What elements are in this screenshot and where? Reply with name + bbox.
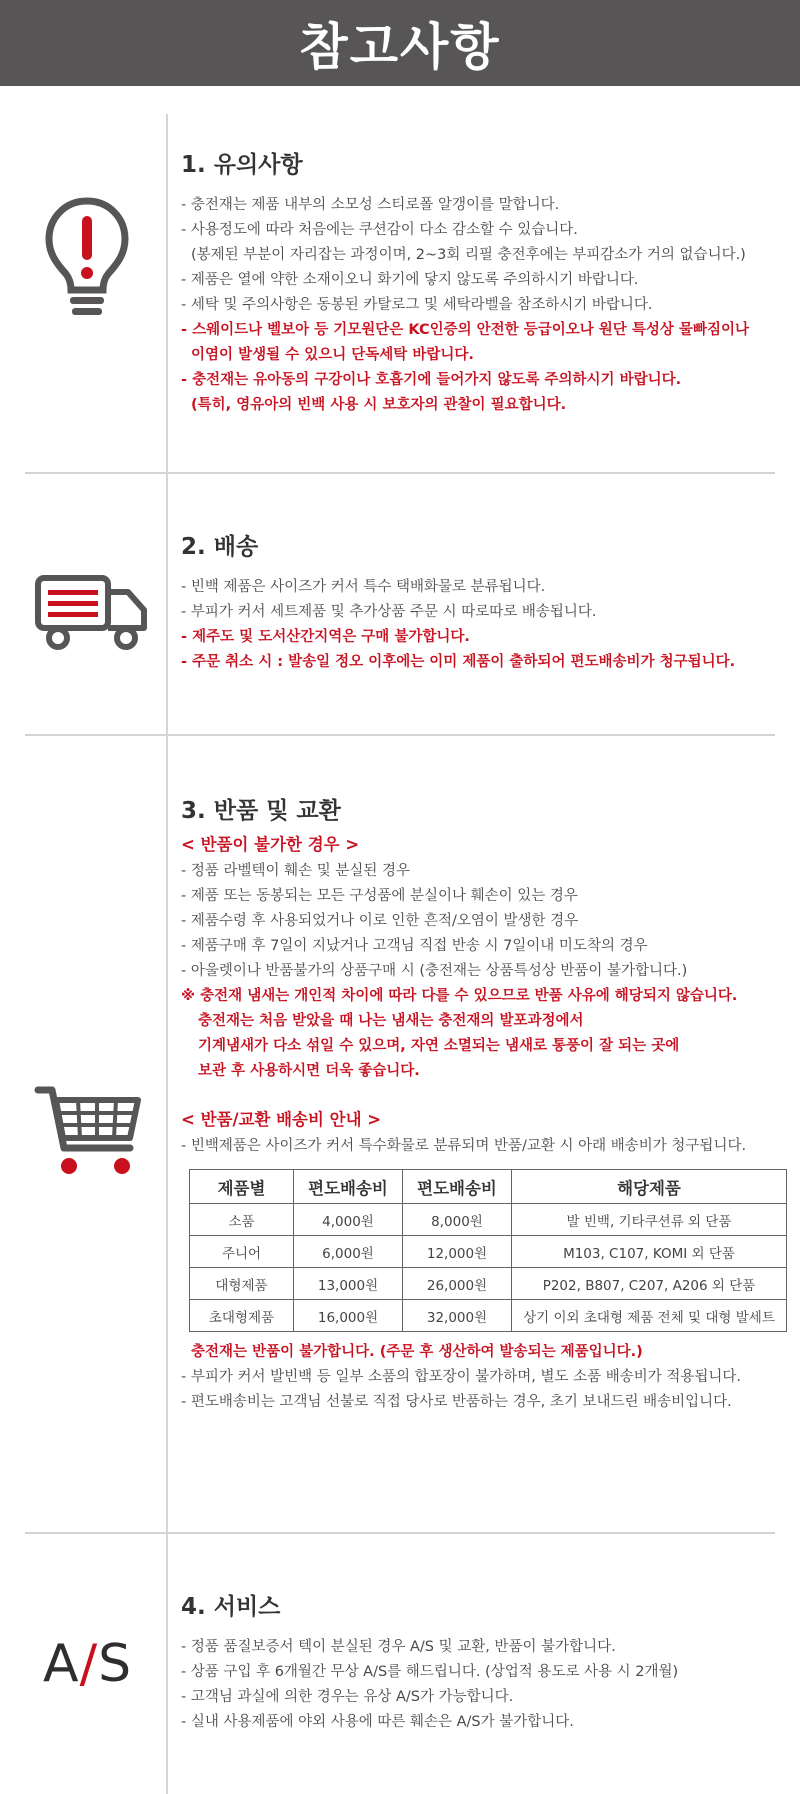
caution-section: [181, 146, 791, 418]
shipping-fee-table: [189, 1169, 787, 1332]
table-cell: 16,000원: [294, 1300, 403, 1332]
table-cell: 초대형제품: [190, 1300, 294, 1332]
section-divider: [25, 1532, 775, 1534]
no-return-filler-notice: 충전재는 반품이 불가합니다. (주문 후 생산하여 발송되는 제품입니다.): [191, 1344, 643, 1360]
returns-section: [181, 792, 791, 1415]
fee-note-line: - 부피가 커서 발빈백 등 일부 소품의 합포장이 불가하며, 별도 소품 배송비가 적용됩니다.: [181, 1369, 742, 1385]
smell-notice-line: ※ 충전재 냄새는 개인적 차이에 따라 다를 수 있으므로 반품 사유에 해당되지 않습니다.: [181, 988, 738, 1004]
table-cell: 26,000원: [403, 1268, 512, 1300]
table-cell: 6,000원: [294, 1236, 403, 1268]
spacer: [181, 1084, 791, 1106]
notice-body: [0, 86, 800, 1794]
vertical-divider: [166, 114, 168, 1794]
table-cell: P202, B807, C207, A206 외 단품: [512, 1268, 787, 1300]
fee-heading: < 반품/교환 배송비 안내 >: [181, 1110, 382, 1129]
as-letter-s: S: [98, 1634, 133, 1694]
table-header-row: [190, 1170, 787, 1204]
as-slash: /: [79, 1634, 99, 1694]
no-return-line: - 아울렛이나 반품불가의 상품구매 시 (충전재는 상품특성상 반품이 불가합니다.): [181, 963, 688, 979]
service-line: - 상품 구입 후 6개월간 무상 A/S를 해드립니다. (상업적 용도로 사용 시 2개월): [181, 1664, 679, 1680]
table-cell: 4,000원: [294, 1204, 403, 1236]
caution-line: - 사용정도에 따라 처음에는 쿠션감이 다소 감소할 수 있습니다.: [181, 222, 578, 238]
table-cell: 대형제품: [190, 1268, 294, 1300]
table-cell: 상기 이외 초대형 제품 전체 및 대형 발세트: [512, 1300, 787, 1332]
no-return-line: - 제품 또는 동봉되는 모든 구성품에 분실이나 훼손이 있는 경우: [181, 888, 578, 904]
returns-title: 3. 반품 및 교환: [181, 798, 341, 824]
no-return-heading: < 반품이 불가한 경우 >: [181, 835, 360, 854]
table-cell: 8,000원: [403, 1204, 512, 1236]
column-header: 편도배송비: [403, 1170, 512, 1204]
smell-notice-line: 충전재는 처음 받았을 때 나는 냄새는 충전재의 발포과정에서: [198, 1013, 584, 1029]
table-cell: M103, C107, KOMI 외 단품: [512, 1236, 787, 1268]
table-cell: 소품: [190, 1204, 294, 1236]
delivery-section: [181, 528, 791, 675]
smell-notice-line: 보관 후 사용하시면 더욱 좋습니다.: [198, 1063, 420, 1079]
table-row: [190, 1204, 787, 1236]
caution-warning-line: - 충전재는 유아동의 구강이나 호흡기에 들어가지 않도록 주의하시기 바랍니다.: [181, 372, 682, 388]
delivery-title: 2. 배송: [181, 534, 259, 560]
no-return-line: - 제품수령 후 사용되었거나 이로 인한 흔적/오염이 발생한 경우: [181, 913, 579, 929]
caution-warning-line: - 스웨이드나 벨보아 등 기모원단은 KC인증의 안전한 등급이오나 원단 특성상 물빠짐이나: [181, 322, 749, 338]
table-row: [190, 1268, 787, 1300]
shopping-cart-icon: [34, 1082, 144, 1186]
table-cell: 32,000원: [403, 1300, 512, 1332]
delivery-line: - 부피가 커서 세트제품 및 추가상품 주문 시 따로따로 배송됩니다.: [181, 604, 597, 620]
caution-line: (봉제된 부분이 자리잡는 과정이며, 2~3회 리필 충전후에는 부피감소가 거의 없습니다.): [191, 247, 746, 263]
delivery-truck-icon: [34, 574, 149, 658]
table-cell: 13,000원: [294, 1268, 403, 1300]
caution-title: 1. 유의사항: [181, 152, 303, 178]
service-section: [181, 1588, 791, 1735]
no-return-line: - 제품구매 후 7일이 지났거나 고객님 직접 반송 시 7일이내 미도착의 경우: [181, 938, 648, 954]
caution-line: - 제품은 열에 약한 소재이오니 화기에 닿지 않도록 주의하시기 바랍니다.: [181, 272, 639, 288]
page-title: 참고사항: [299, 18, 501, 76]
table-cell: 12,000원: [403, 1236, 512, 1268]
delivery-line: - 빈백 제품은 사이즈가 커서 특수 택배화물로 분류됩니다.: [181, 579, 546, 595]
fee-intro: - 빈백제품은 사이즈가 커서 특수화물로 분류되며 반품/교환 시 아래 배송비가 청구됩니다.: [181, 1138, 747, 1154]
as-service-icon: [43, 1634, 132, 1694]
as-letter-a: A: [43, 1634, 80, 1694]
lightbulb-exclamation-icon: [42, 194, 132, 328]
table-row: [190, 1300, 787, 1332]
table-cell: 주니어: [190, 1236, 294, 1268]
service-line: - 고객님 과실에 의한 경우는 유상 A/S가 가능합니다.: [181, 1689, 514, 1705]
column-header: 편도배송비: [294, 1170, 403, 1204]
no-return-line: - 정품 라벨텍이 훼손 및 분실된 경우: [181, 863, 410, 879]
section-divider: [25, 734, 775, 736]
section-divider: [25, 472, 775, 474]
fee-note-line: - 편도배송비는 고객님 선불로 직접 당사로 반품하는 경우, 초기 보내드린 배송비입니다.: [181, 1394, 732, 1410]
service-title: 4. 서비스: [181, 1594, 281, 1620]
column-header: 해당제품: [512, 1170, 787, 1204]
table-row: [190, 1236, 787, 1268]
delivery-warning-line: - 주문 취소 시 : 발송일 정오 이후에는 이미 제품이 출하되어 편도배송비가 청구됩니다.: [181, 654, 736, 670]
table-cell: 발 빈백, 기타쿠션류 외 단품: [512, 1204, 787, 1236]
caution-warning-line: (특히, 영유아의 빈백 사용 시 보호자의 관찰이 필요합니다.: [191, 397, 567, 413]
caution-line: - 세탁 및 주의사항은 동봉된 카탈로그 및 세탁라벨을 참조하시기 바랍니다.: [181, 297, 653, 313]
header-bar: [0, 0, 800, 86]
caution-line: - 충전재는 제품 내부의 소모성 스티로폴 알갱이를 말합니다.: [181, 197, 560, 213]
delivery-warning-line: - 제주도 및 도서산간지역은 구매 불가합니다.: [181, 629, 470, 645]
caution-warning-line: 이염이 발생될 수 있으니 단독세탁 바랍니다.: [191, 347, 474, 363]
column-header: 제품별: [190, 1170, 294, 1204]
smell-notice-line: 기계냄새가 다소 섞일 수 있으며, 자연 소멸되는 냄새로 통풍이 잘 되는 곳에: [198, 1038, 680, 1054]
service-line: - 정품 품질보증서 텍이 분실된 경우 A/S 및 교환, 반품이 불가합니다.: [181, 1639, 616, 1655]
service-line: - 실내 사용제품에 야외 사용에 따른 훼손은 A/S가 불가합니다.: [181, 1714, 574, 1730]
